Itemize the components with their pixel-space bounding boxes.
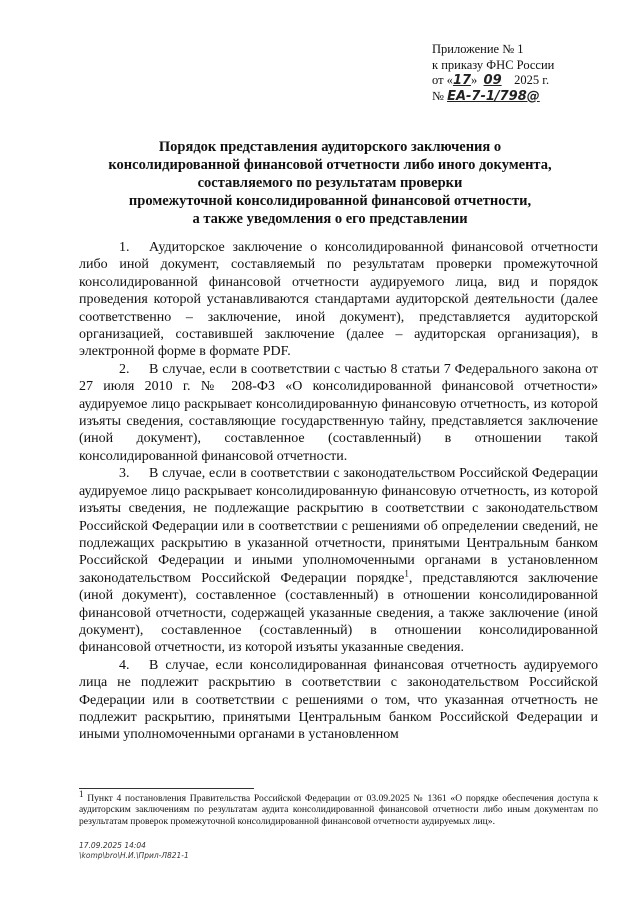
paragraph-1 <box>79 239 598 361</box>
footnote-divider <box>79 788 254 789</box>
paragraph-number: 2. <box>119 361 130 377</box>
attachment-number <box>432 89 632 105</box>
title-line-2: консолидированной финансовой отчетности либо иного документа, <box>108 157 552 173</box>
date-year: 2025 г. <box>514 73 550 87</box>
title-line-5: а также уведомления о его представлении <box>192 211 468 227</box>
paragraph-text: В случае, если в соответствии с частью 8 статьи 7 Федерального закона от 27 июля 2010 г. № 208-ФЗ «О консолидированной финансовой отчетности» аудируемое лицо раскрывает консолидированную финансовую отчетность, из которой изъяты сведения, составляющие государственную тайну, представляется заключение (иной документ), составленное (составленный) в отношении такой консолидированной финансовой отчетности. <box>79 361 598 464</box>
date-mid: » <box>471 73 478 87</box>
paragraph-number: 4. <box>119 657 130 673</box>
footnote <box>79 788 598 827</box>
document-body <box>79 239 598 744</box>
attachment-line-1: Приложение № 1 <box>432 42 524 56</box>
date-day: 17 <box>452 73 472 88</box>
paragraph-3 <box>79 465 598 656</box>
footnote-text: Пункт 4 постановления Правительства Российской Федерации от 03.09.2025 № 1361 «О порядке обеспечения доступа к аудиторским заключениям по результатам аудита консолидированной финансовой отчетности либо иным документам по результатам проверок промежуточной консолидированной финансовой отчетности аудируемых лиц». <box>79 793 598 827</box>
paragraph-text-b: , представляются заключение (иной документ), составленное (составленный) в отношении консолидированной финансовой отчетности, содержащей указанные сведения, а также заключение (иной документ), составленное (составленный) в отношении консолидированной финансовой отчетности, из которой изъяты указанные сведения. <box>79 570 598 656</box>
paragraph-text: В случае, если консолидированная финансовая отчетность аудируемого лица не подлежит раскрытию в соответствии с законодательством Российской Федерации или в соответствии с решениями о том, что указанная отчетность не подлежит раскрытию, принятыми Центральным банком Российской Федерации и иными уполномоченными органами в установленном <box>79 657 598 743</box>
date-prefix: от « <box>432 73 453 87</box>
attachment-header <box>432 42 632 104</box>
date-month: 09 <box>483 73 502 88</box>
paragraph-number: 1. <box>119 240 130 255</box>
title-line-1: Порядок представления аудиторского заключения о <box>158 139 502 155</box>
paragraph-text-a: В случае, если в соответствии с законодательством Российской Федерации аудируемое лицо раскрывает консолидированную финансовую отчетность, из которой изъяты сведения, не подлежащие раскрытию в соответствии с законодательством Российской Федерации или в соответствии с решениями об определении сведений, не подлежащих раскрытию в указанной отчетности, принятыми Центральным банком Российской Федерации и иными уполномоченными органами в установленном законодательством Российской Федерации порядке <box>79 466 598 586</box>
print-stamp <box>79 841 189 860</box>
footnote-reference: 1 <box>404 568 409 579</box>
paragraph-4 <box>79 657 598 744</box>
paragraph-2 <box>79 361 598 465</box>
document-title <box>60 138 600 228</box>
footnote-mark: 1 <box>79 788 84 799</box>
attachment-date <box>432 73 632 89</box>
title-line-4: промежуточной консолидированной финансовой отчетности, <box>128 193 532 209</box>
number-value: ЕА-7-1/798@ <box>447 88 540 104</box>
stamp-datetime: 17.09.2025 14:04 <box>79 841 146 850</box>
stamp-path: \komp\bro\Н.И.\Прил-Л821-1 <box>79 850 189 860</box>
number-prefix: № <box>432 88 444 103</box>
paragraph-number: 3. <box>119 466 130 482</box>
title-line-3: составляемого по результатам проверки <box>197 175 463 191</box>
paragraph-text: Аудиторское заключение о консолидированной финансовой отчетности либо иной документ, составляемый по результатам проверки промежуточной консолидированной финансовой отчетности аудируемого лица, вид и порядок проведения которой устанавливаются стандартами аудиторской деятельности (далее соответственно – заключение, иной документ), представляется аудиторской организацией, составившей заключение (далее – аудиторская организация), в электронной форме в формате PDF. <box>79 240 598 360</box>
attachment-line-2: к приказу ФНС России <box>432 57 555 72</box>
